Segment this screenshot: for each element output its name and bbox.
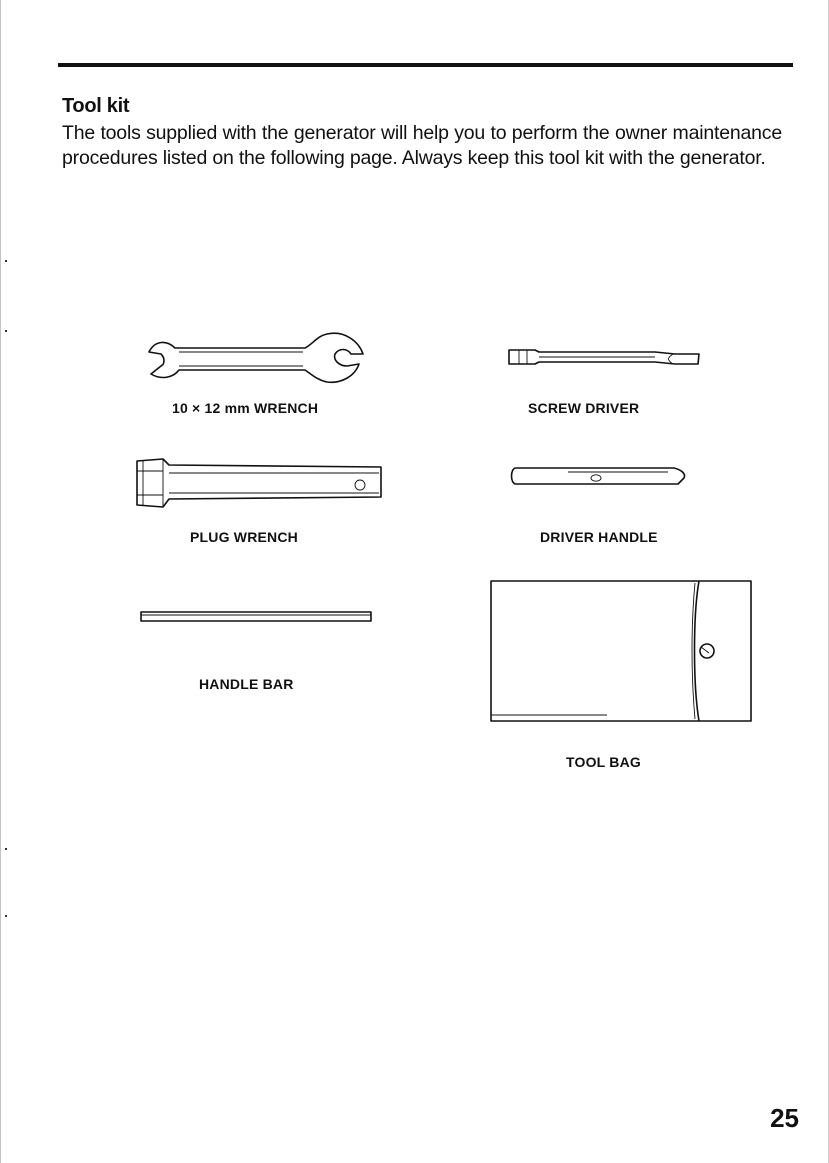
edge-speck bbox=[5, 330, 7, 332]
handle-bar-label: HANDLE BAR bbox=[199, 676, 294, 692]
driver-handle-illustration bbox=[508, 462, 688, 492]
driver-handle-label: DRIVER HANDLE bbox=[540, 529, 658, 545]
handle-bar-illustration bbox=[138, 608, 374, 628]
edge-speck bbox=[5, 260, 7, 262]
section-title: Tool kit bbox=[62, 95, 130, 117]
page-number: 25 bbox=[770, 1103, 799, 1133]
edge-speck bbox=[5, 848, 7, 850]
wrench-illustration bbox=[145, 330, 365, 390]
screwdriver-illustration bbox=[505, 340, 705, 370]
screwdriver-label: SCREW DRIVER bbox=[528, 400, 640, 416]
wrench-label: 10 × 12 mm WRENCH bbox=[172, 400, 319, 416]
plug-wrench-illustration bbox=[133, 455, 388, 513]
plug-wrench-label: PLUG WRENCH bbox=[190, 529, 298, 545]
tool-bag-label: TOOL BAG bbox=[566, 754, 641, 770]
edge-speck bbox=[5, 915, 7, 917]
section-paragraph: The tools supplied with the generator will help you to perform the owner maintenance procedures listed on the following page. Always keep this tool kit with the generator. bbox=[62, 122, 782, 169]
tool-bag-illustration bbox=[487, 575, 759, 725]
header-rule bbox=[58, 63, 793, 67]
page-edge-left bbox=[0, 0, 1, 1163]
